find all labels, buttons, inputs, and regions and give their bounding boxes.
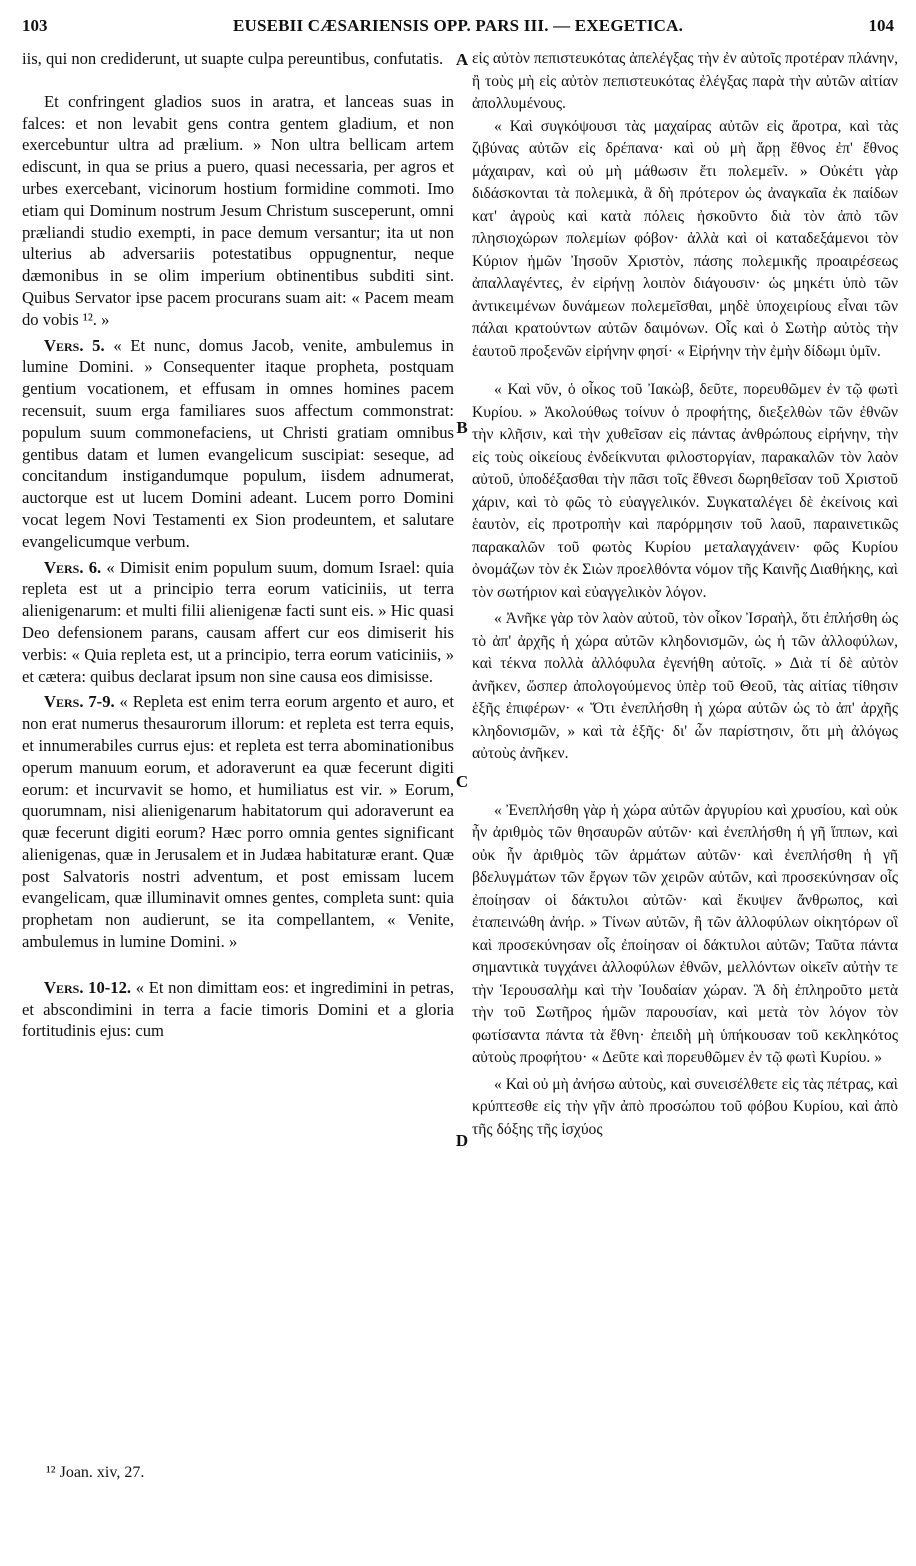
latin-verse-7-9 bbox=[22, 691, 454, 953]
verse-text: « Dimisit enim populum suum, domum Israel: quia repleta est ut a principio terra eorum vaticiniis, ut terra alienigenarum: et multi filii alienigenæ facti sunt eis. » Hic quasi Deo defensionem parans, causam affert cur eos dimiserit his verbis: « Quia repleta est, ut a principio, terra eorum vaticiniis, » et cætera: quibus declarat ipsum non sine causa eos dimisisse. bbox=[22, 557, 454, 686]
latin-verse-5 bbox=[22, 335, 454, 553]
verse-label: Vers. 6. bbox=[44, 557, 102, 577]
greek-paragraph-2: « Καὶ συγκόψουσι τὰς μαχαίρας αὐτῶν εἰς ἄροτρα, καὶ τὰς ζιβύνας αὐτῶν εἰς δρέπανα· καὶ οὐ μὴ ἄρῃ ἔθνος ἐπ' ἔθνος μάχαιραν, καὶ οὐ μὴ μάθωσιν ἔτι πολεμεῖν. » Οὐκέτι γὰρ διδάσκονται τὰ πολεμικὰ, ἃ δὴ πρότερον ὡς ἀναγκαῖα ἐκ παίδων κατ' ἀγροὺς καὶ κατὰ πόλεις ἠσκοῦντο διὰ τὸν ἀπὸ τῶν πλησιοχώρων πολεμίων φόβον· ἀλλὰ καὶ οἱ καταδεξάμενοι τὸν Κύριον ἡμῶν Ἰησοῦν Χριστὸν, πάσης πολεμικῆς προαιρέσεως ἀπαλλαγέντες, ἐν εἰρήνῃ λοιπὸν διάγουσιν· ὡς μηκέτι ὑπὸ τῶν ἀντικειμένων δυνάμεων πολεμεῖσθαι, μηδὲ ὑποχειρίους εἶναι τῶν πάλαι κρατούντων αὐτῶν δαιμόνων. Οἷς καὶ ὁ Σωτὴρ αὐτὸς τὴν ἑαυτοῦ προξενῶν εἰρήνην φησί· « Εἰρήνην τὴν ἐμὴν δίδωμι ὑμῖν. bbox=[472, 117, 898, 360]
greek-column bbox=[472, 48, 898, 1548]
margin-letter-d: D bbox=[455, 1131, 469, 1150]
page-number-left: 103 bbox=[22, 16, 48, 35]
latin-column bbox=[22, 48, 454, 1548]
footnote: ¹² Joan. xiv, 27. bbox=[46, 1464, 145, 1481]
greek-paragraph-5: « Ἐνεπλήσθη γὰρ ἡ χώρα αὐτῶν ἀργυρίου καὶ χρυσίου, καὶ οὐκ ἦν ἀριθμὸς τῶν θησαυρῶν αὐτῶν· καὶ ἐνεπλήσθη ἡ γῆ ἵππων, καὶ οὐκ ἦν ἀριθμὸς τῶν ἁρμάτων αὐτῶν· καὶ ἐνεπλήσθη ἡ γῆ βδελυγμάτων τῶν ἔργων τῶν χειρῶν αὐτῶν, καὶ προσεκύνησαν οἷς ἐποίησαν οἱ δάκτυλοι αὐτῶν· καὶ ἔκυψεν ἄνθρωπος, καὶ ἐταπεινώθη ἀνήρ. » Τίνων αὐτῶν, ἢ τῶν ἀλλοφύλων οἰκητόρων οἳ καὶ προσεκύνησαν οἷς ἐποίησαν οἱ δάκτυλοι αὐτῶν; Ταῦτα πάντα σημαντικὰ τυγχάνει ἀλλοφύλων ἐθνῶν, μελλόντων οἰκεῖν αὐτὴν τε τὴν Ἱερουσαλὴμ καὶ τὴν Ἰουδαίαν χώραν. Ἃ δὴ ἐπληροῦτο μετὰ τὴν τοῦ Σωτῆρος ἡμῶν παρουσίαν, καὶ μετὰ τὸν λόγον τὸν φωτίσαντα πάντα τὰ ἔθνη· ἐπειδὴ μὴ ὑπήκουσαν τοῦ κεκληκότος αὐτοὺς προφήτου· « Δεῦτε καὶ πορευθῶμεν ἐν τῷ φωτὶ Κυρίου. » bbox=[472, 801, 898, 1066]
greek-paragraph-4: « Ἀνῆκε γὰρ τὸν λαὸν αὐτοῦ, τὸν οἶκον Ἰσραὴλ, ὅτι ἐπλήσθη ὡς τὸ ἀπ' ἀρχῆς ἡ χώρα αὐτῶν κληδονισμῶν, ὡς ἡ τῶν ἀλλοφύλων, καὶ τέκνα πολλὰ ἀλλόφυλα ἐγενήθη αὐτοῖς. » Διὰ τί δὲ αὐτὸν ἀνῆκεν, ὥσπερ ἀπολογούμενος ὑπὲρ τοῦ Θεοῦ, τὰς αἰτίας τίθησιν ἑξῆς ἐπιφέρων· « Ὅτι ἐνεπλήσθη ἡ χώρα αὐτῶν ὡς τὸ ἀπ' ἀρχῆς κληδονισμῶν, » καὶ τὰ ἑξῆς· δι' ὧν παρίστησιν, ὅτι μὴ ἀλόγως αὐτοὺς ἀνῆκεν. bbox=[472, 610, 898, 762]
verse-label: Vers. 7-9. bbox=[44, 692, 115, 712]
greek-paragraph-6: « Καὶ οὐ μὴ ἀνήσω αὐτοὺς, καὶ συνεισέλθετε εἰς τὰς πέτρας, καὶ κρύπτεσθε εἰς τὴν γῆν ἀπὸ προσώπου τοῦ φόβου Κυρίου, καὶ ἀπὸ τῆς δόξης τῆς ἰσχύος bbox=[472, 1075, 898, 1138]
margin-letter-a: A bbox=[455, 50, 469, 69]
verse-text: « Et nunc, domus Jacob, venite, ambulemus in lumine Domini. » Consequenter itaque propheta, postquam gentium vocationem, et effusam in omnes homines pacem recensuit, suum erga familiares suos affectum commonstrat: populum suum commonefaciens, ut Christi gratiam omnibus gentibus datam et lumen evangelicum suscipiat: seseque, ad concitandum instigandumque populum, iisdem adnumerat, auctorque est ut lucem Domini adeant. Lucem porro Domini vocat legem Novi Testamenti ex Sion prodeuntem, et salutare evangelicumque verbum. bbox=[22, 335, 454, 551]
greek-paragraph-1: εἰς αὐτὸν πεπιστευκότας ἀπελέγξας τὴν ἐν αὐτοῖς προτέραν πλάνην, ἢ τοὺς μὴ εἰς αὐτὸν πεπιστευκότας ἐλέγξας παρὰ τὴν αὐτῶν αἰτίαν ἀπολλυμένους. bbox=[472, 50, 898, 112]
verse-text: « Et non dimittam eos: et ingredimini in petras, et abscondimini in terra a facie timoris Domini et a gloria fortitudinis ejus: cum bbox=[22, 977, 454, 1041]
latin-verse-6 bbox=[22, 557, 454, 688]
verse-label: Vers. 5. bbox=[44, 335, 105, 355]
latin-paragraph-1: iis, qui non crediderunt, ut suapte culpa pereuntibus, confutatis. bbox=[22, 49, 444, 68]
greek-paragraph-3: « Καὶ νῦν, ὁ οἶκος τοῦ Ἰακὼβ, δεῦτε, πορευθῶμεν ἐν τῷ φωτὶ Κυρίου. » Ἀκολούθως τοίνυν ὁ προφήτης, διεξελθὼν τῶν ἐθνῶν τὴν κλῆσιν, καὶ τὴν χυθεῖσαν εἰς πάντας ἀνθρώπους εἰρήνην, τὴν εἰς τοὺς οἰκείους ἐνδείκνυται φιλοστοργίαν, παρακαλῶν τὸν λαὸν αὐτοῦ, ὑποδέξασθαι τὴν πᾶσι τοῖς ἔθνεσι δωρηθεῖσαν τοῦ Χριστοῦ χάριν, καὶ τὸ φῶς τὸ εὐαγγελικόν. Συγκαταλέγει δὲ ἐκείνοις καὶ ἑαυτὸν, εἰς προτροπὴν καὶ παρόρμησιν τοῦ λαοῦ, παραινετικῶς παρακαλῶν τοῦ φωτὸς Κυρίου μεταλαγχάνειν· φῶς Κυρίου ὀνομάζων τὸν ἐκ Σιὼν προελθόντα νόμον τῆς Καινῆς Διαθήκης, καὶ τὸν σωτήριον καὶ εὐαγγελικὸν λόγον. bbox=[472, 381, 898, 601]
verse-label: Vers. 10-12. bbox=[44, 977, 132, 997]
verse-text: « Repleta est enim terra eorum argento et auro, et non erat numerus thesaurorum illorum: et repleta est terra equis, et innumerabiles currus ejus: et repleta est terra abominationibus operum manuum eorum, et adoraverunt ea quæ fecerunt digiti eorum: et incurvavit se homo, et humiliatus est vir. » Eorum, quorumnam, nisi alienigenarum habitatorum qui adoraverunt ea quæ fecerunt digiti eorum? Hæc porro omnia gentes significant alienigenas, quæ in Jerusalem et in Judæa habitaturæ erant. Quæ post Salvatoris nostri adventum, et post emissam lucem evangelicam, quæ illuminavit omnes gentes, completa sunt: quia prophetam non audierunt, se ita compellantem, « Venite, ambulemus in lumine Domini. » bbox=[22, 692, 454, 952]
latin-paragraph-2: Et confringent gladios suos in aratra, et lanceas suas in falces: et non levabit gens contra gentem gladium, et non exercebuntur ultra ad prælium. » Non ultra bellicam artem ediscunt, in qua se prius a puero, quasi necessaria, per agros et urbes exercebant, vicinorum hostium formidine commoti. Imo etiam qui Dominum nostrum Jesum Christum susceperunt, omni præliandi studio exempti, in pace demum versantur; ita ut non ulterius ab adversariis potestatibus oppugnentur, neque dæmonibus in se olim imperium obtinentibus subditi sint. Quibus Servator ipse pacem procurans suam ait: « Pacem meam do vobis ¹². » bbox=[22, 91, 454, 329]
margin-letter-b: B bbox=[456, 418, 468, 437]
margin-letter-c: C bbox=[455, 772, 469, 791]
page-number-right: 104 bbox=[868, 16, 894, 35]
running-header bbox=[22, 16, 894, 40]
running-title: EUSEBII CÆSARIENSIS OPP. PARS III. — EXEGETICA. bbox=[232, 16, 684, 35]
latin-verse-10-12 bbox=[22, 977, 454, 1042]
